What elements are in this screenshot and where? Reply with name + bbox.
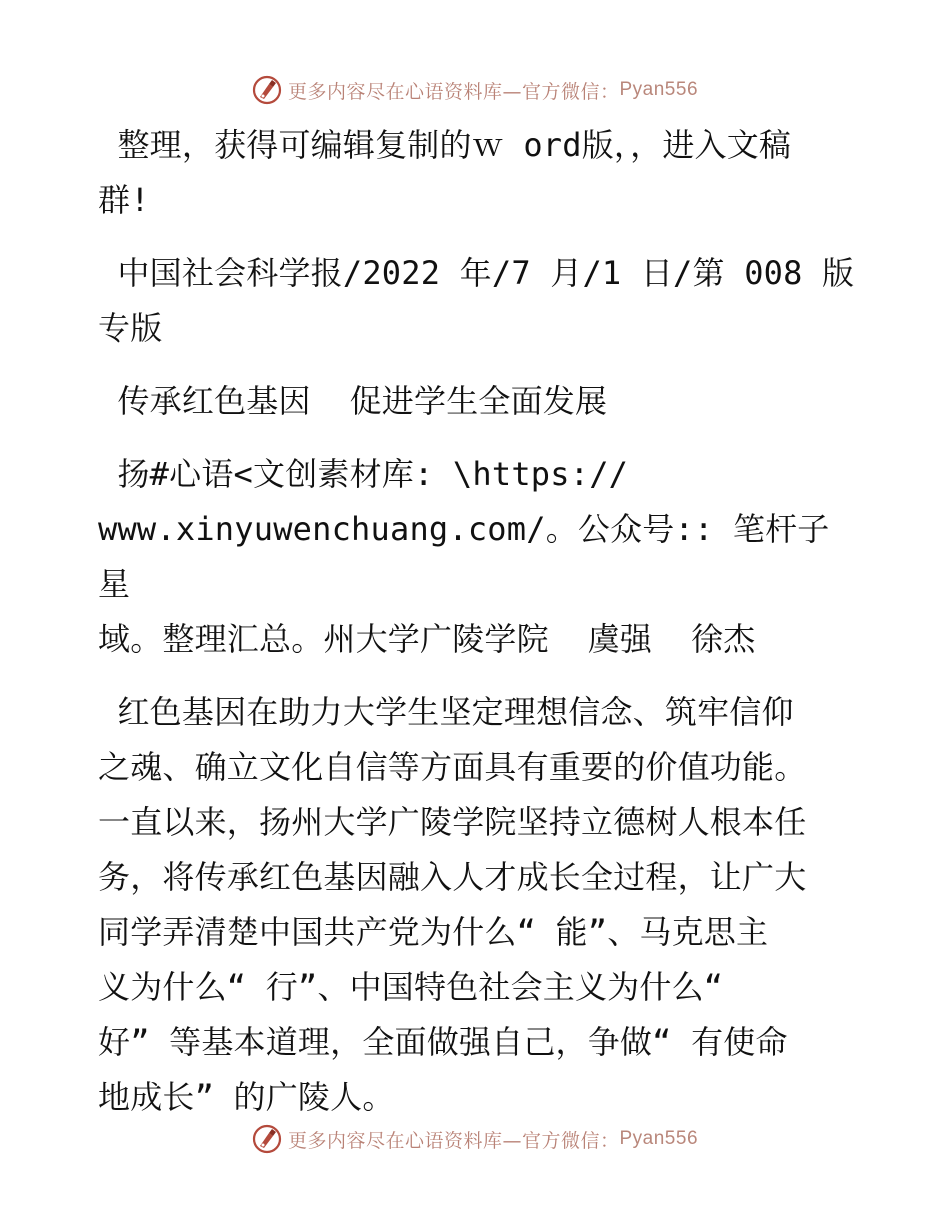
text-line: 中国社会科学报/2022 年/7 月/1 日/第 008 版 [98,254,855,292]
text-line: 好” 等基本道理，全面做强自己，争做“ 有使命 [98,1023,788,1061]
banner-wechat-handle: Pyan556 [619,79,699,100]
text-line: 群! [98,181,150,219]
header-banner [0,70,950,110]
paragraph-byline [98,447,858,667]
text-line: 一直以来，扬州大学广陵学院坚持立德树人根本任 [98,803,807,841]
text-line: 红色基因在助力大学生坚定理想信念、筑牢信仰 [98,693,794,731]
text-line: 扬#心语<文创素材库: \https:// [98,455,629,493]
text-line: 之魂、确立文化自信等方面具有重要的价值功能。 [98,748,807,786]
text-line: www.xinyuwenchuang.com/。公众号:: 笔杆子星 [98,510,830,603]
text-line: 整理，获得可编辑复制的ｗ ord版，，进入文稿 [98,126,792,164]
text-line: 域。整理汇总。州大学广陵学院 虞强 徐杰 [98,620,756,658]
pen-nib-logo-icon [252,75,282,105]
text-line: 务，将传承红色基因融入人才成长全过程，让广大 [98,858,807,896]
text-line: 义为什么“ 行”、中国特色社会主义为什么“ [98,968,724,1006]
document-body [98,118,858,1125]
banner-text: 更多内容尽在心语资料库—官方微信： [287,1129,620,1152]
article-title [98,374,858,429]
banner-wechat-handle: Pyan556 [619,1128,699,1149]
footer-banner [0,1119,950,1159]
paragraph-source [98,246,858,356]
paragraph-intro [98,118,858,228]
text-line: 地成长” 的广陵人。 [98,1078,395,1116]
text-line: 专版 [98,309,163,347]
text-line: 传承红色基因 促进学生全面发展 [98,382,608,420]
pen-nib-logo-icon [252,1124,282,1154]
text-line: 同学弄清楚中国共产党为什么“ 能”、马克思主 [98,913,769,951]
banner-text: 更多内容尽在心语资料库—官方微信： [287,80,620,103]
paragraph-body [98,685,858,1125]
